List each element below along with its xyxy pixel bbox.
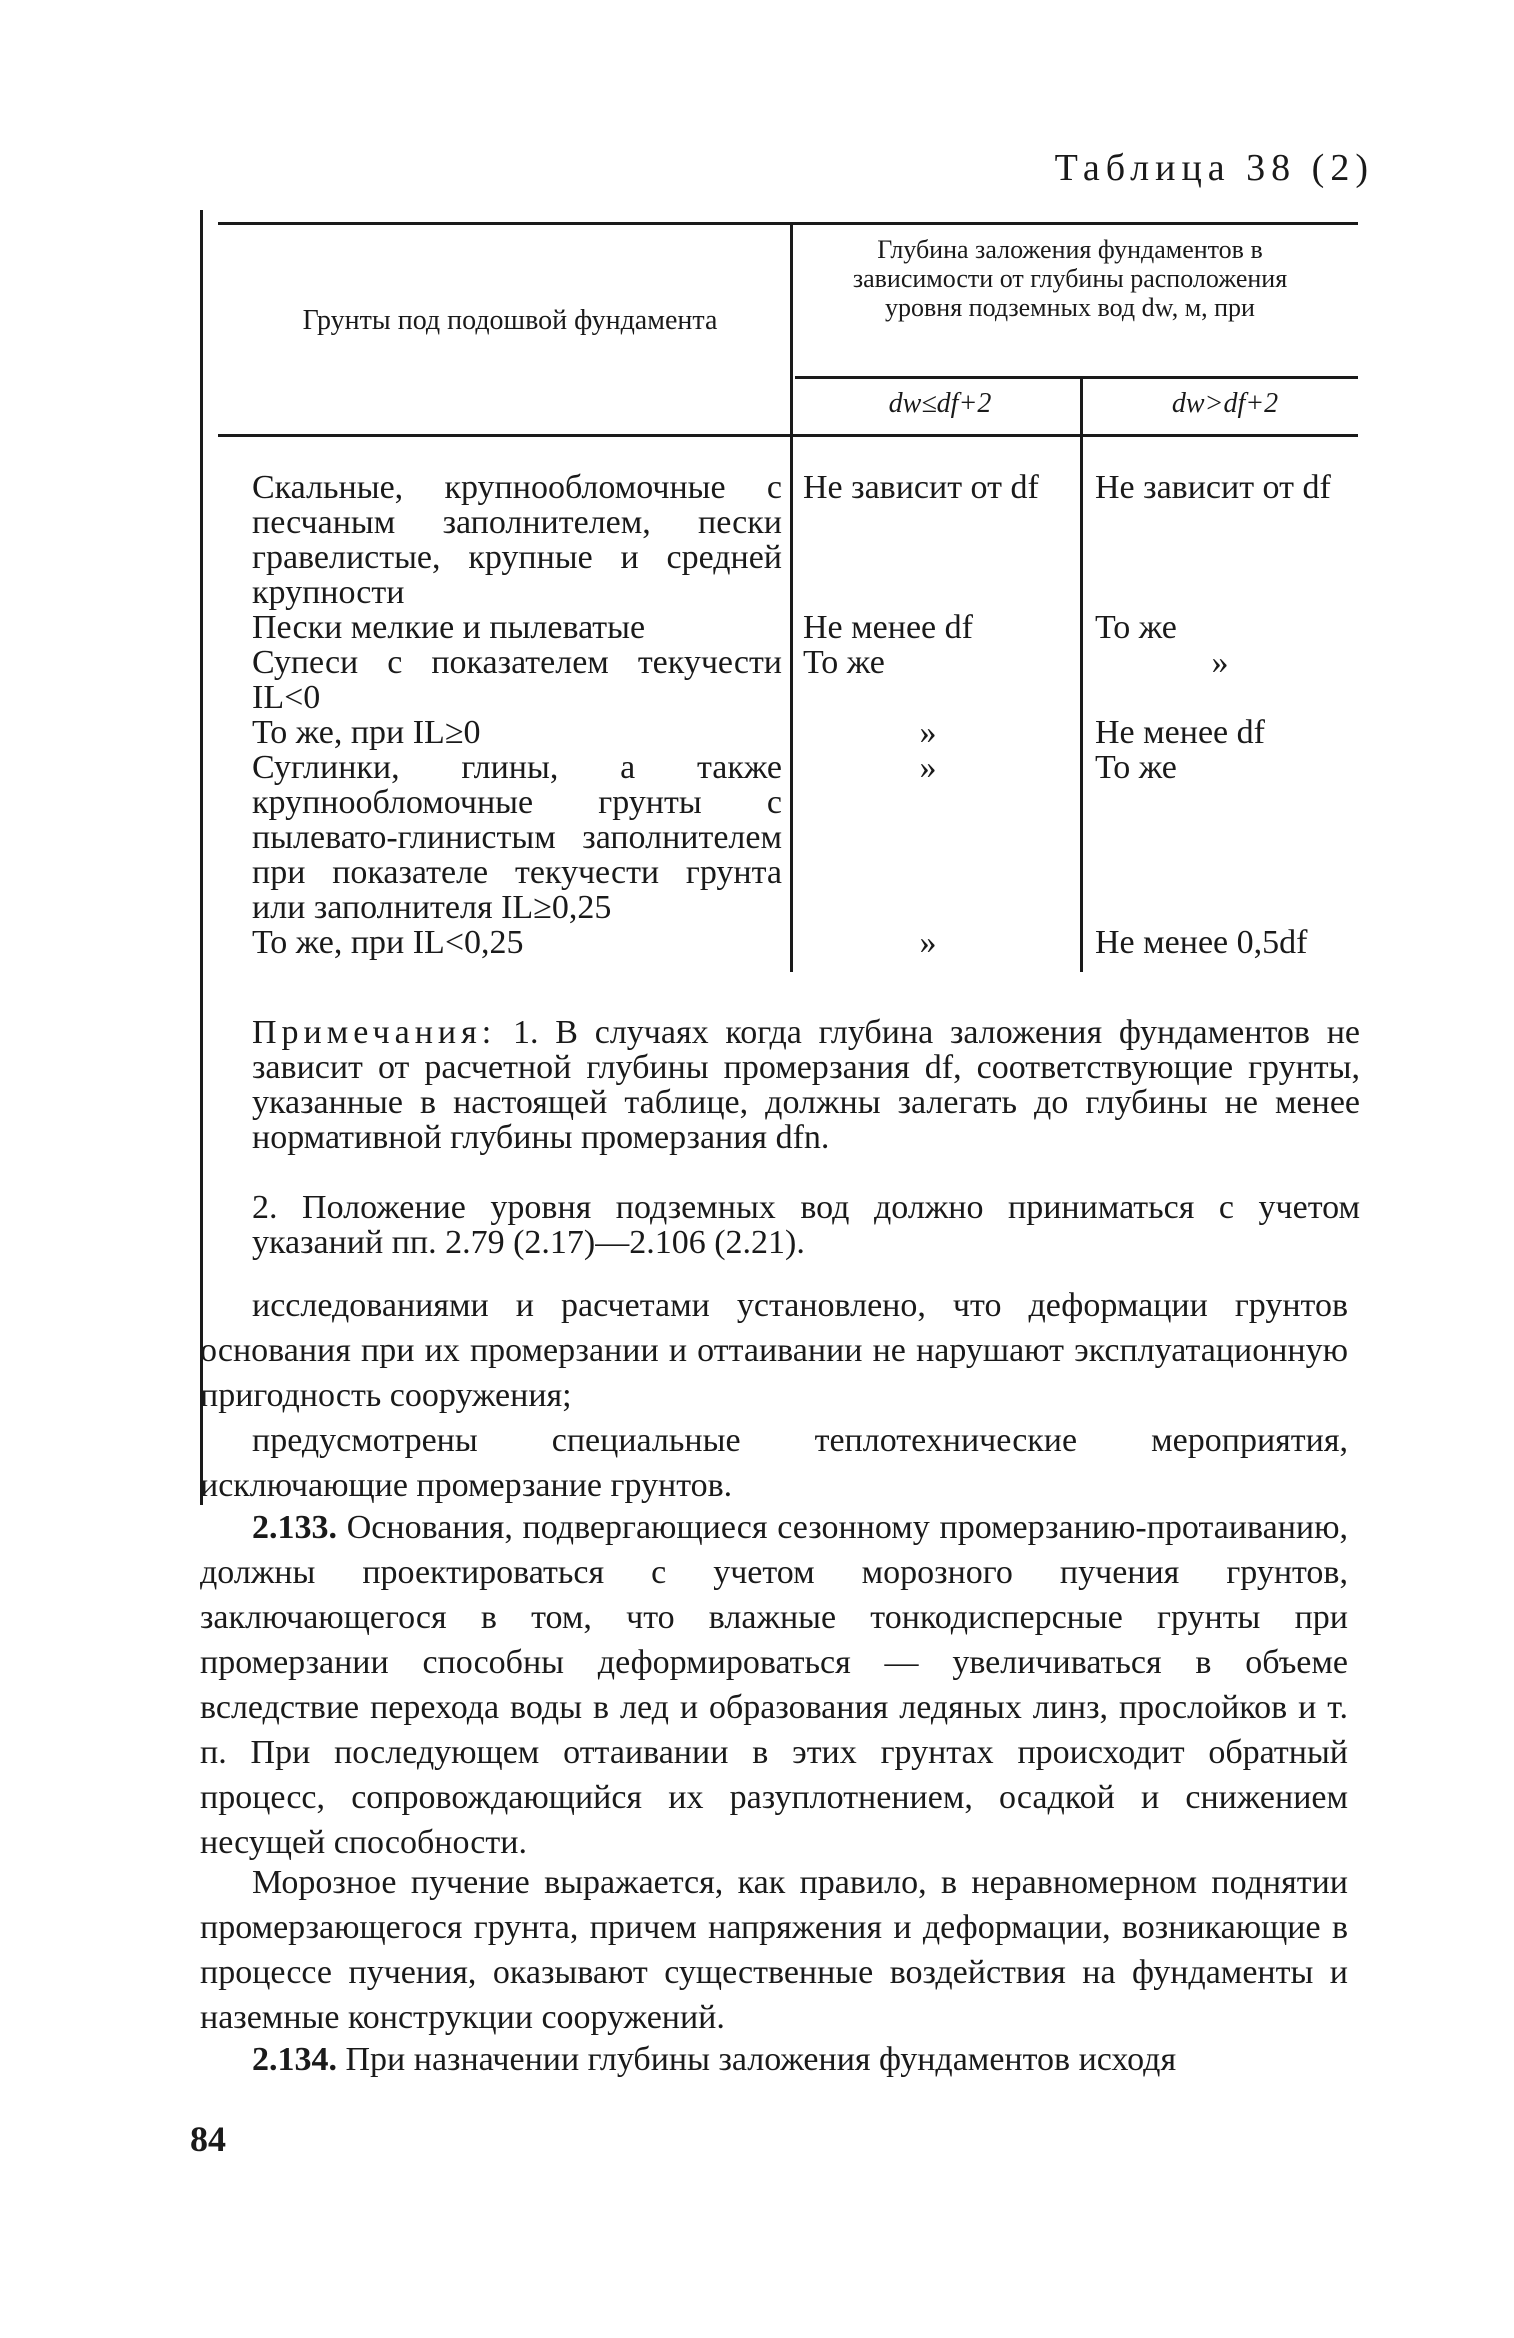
subheader-deep-water: dw>df+2 (1171, 388, 1279, 419)
subheader-shallow-water: dw≤df+2 (888, 388, 992, 419)
paragraph-frost-heave: Морозное пучение выражается, как правило, в неравномерном поднятии промерзающегося грунта, причем напряжения и деформации, возникающие в процессе пучения, оказывают существенные воздействия на фундаменты и наземные конструкции сооружений. (200, 1864, 1348, 2036)
row-1-col-2: Не зависит от df (1095, 469, 1331, 506)
row-2-soil: Пески мелкие и пылеватые (252, 609, 646, 646)
paragraph-2: предусмотрены специальные теплотехнические мероприятия, исключающие промерзание грунтов. (200, 1422, 1348, 1504)
row-3-soil: Супеси с показателем текучести IL<0 (252, 644, 782, 716)
section-number-2-133: 2.133. (252, 1509, 337, 1546)
note-1-text: 1. В случаях когда глубина заложения фундаментов не зависит от расчетной глубины промерзания df, соответствующие грунты, указанные в настоящей таблице, должны залегать до глубины не менее нормативной глубины промерзания dfn. (252, 1014, 1360, 1156)
row-4-col-1: » (919, 714, 937, 751)
row-5-col-1: » (919, 749, 937, 786)
header-bottom-rule (218, 434, 1358, 437)
paragraph-2-134-text: При назначении глубины заложения фундаментов исходя (345, 2041, 1177, 2078)
page-number: 84 (190, 2119, 226, 2159)
row-4-soil: То же, при IL≥0 (252, 714, 481, 751)
paragraph-1: исследованиями и расчетами установлено, что деформации грунтов основания при их промерзании и оттаивании не нарушают эксплуатационную пригодность сооружения; (200, 1287, 1348, 1414)
row-2-col-2: То же (1095, 609, 1177, 646)
table-title: Таблица 38 (2) (1054, 147, 1374, 189)
row-6-col-1: » (919, 924, 937, 961)
table-top-rule (218, 222, 1358, 225)
paragraph-2-134 (200, 2037, 1348, 2082)
row-6-col-2: Не менее 0,5df (1095, 924, 1308, 961)
header-depth: Глубина заложения фундаментов в зависимости от глубины расположения уровня подземных вод dw, м, при (852, 235, 1288, 322)
row-5-col-2: То же (1095, 749, 1177, 786)
column-divider-1 (790, 222, 793, 972)
row-5-soil: Суглинки, глины, а также крупнообломочные грунты с пылевато-глинистым заполнителем при показателе текучести грунта или заполнителя IL≥0,25 (252, 749, 782, 926)
column-divider-2 (1080, 378, 1083, 972)
row-4-col-2: Не менее df (1095, 714, 1265, 751)
paragraph-2-133-text: Основания, подвергающиеся сезонному промерзанию-протаиванию, должны проектироваться с учетом морозного пучения грунтов, заключающегося в том, что влажные тонкодисперсные грунты при промерзании способны деформироваться — увеличиваться в объеме вследствие перехода воды в лед и образования ледяных линз, прослойков и т. п. При последующем оттаивании в этих грунтах происходит обратный процесс, сопровождающийся их разуплотнением, осадкой и снижением несущей способности. (200, 1509, 1348, 1861)
paragraph-2-133 (200, 1505, 1348, 1865)
section-number-2-134: 2.134. (252, 2041, 337, 2078)
subheader-rule (795, 376, 1358, 379)
note-2: 2. Положение уровня подземных вод должно приниматься с учетом указаний пп. 2.79 (2.17)—2.106 (2.21). (252, 1189, 1360, 1261)
row-2-col-1: Не менее df (803, 609, 973, 646)
note-1 (252, 1015, 1360, 1155)
row-1-col-1: Не зависит от df (803, 469, 1039, 506)
row-3-col-2: » (1211, 644, 1229, 681)
row-3-col-1: То же (803, 644, 885, 681)
notes-heading: Примечания: (252, 1014, 497, 1051)
header-soil: Грунты под подошвой фундамента (302, 305, 718, 336)
row-1-soil: Скальные, крупнообломочные с песчаным заполнителем, пески гравелистые, крупные и средней крупности (252, 469, 782, 611)
row-6-soil: То же, при IL<0,25 (252, 924, 524, 961)
